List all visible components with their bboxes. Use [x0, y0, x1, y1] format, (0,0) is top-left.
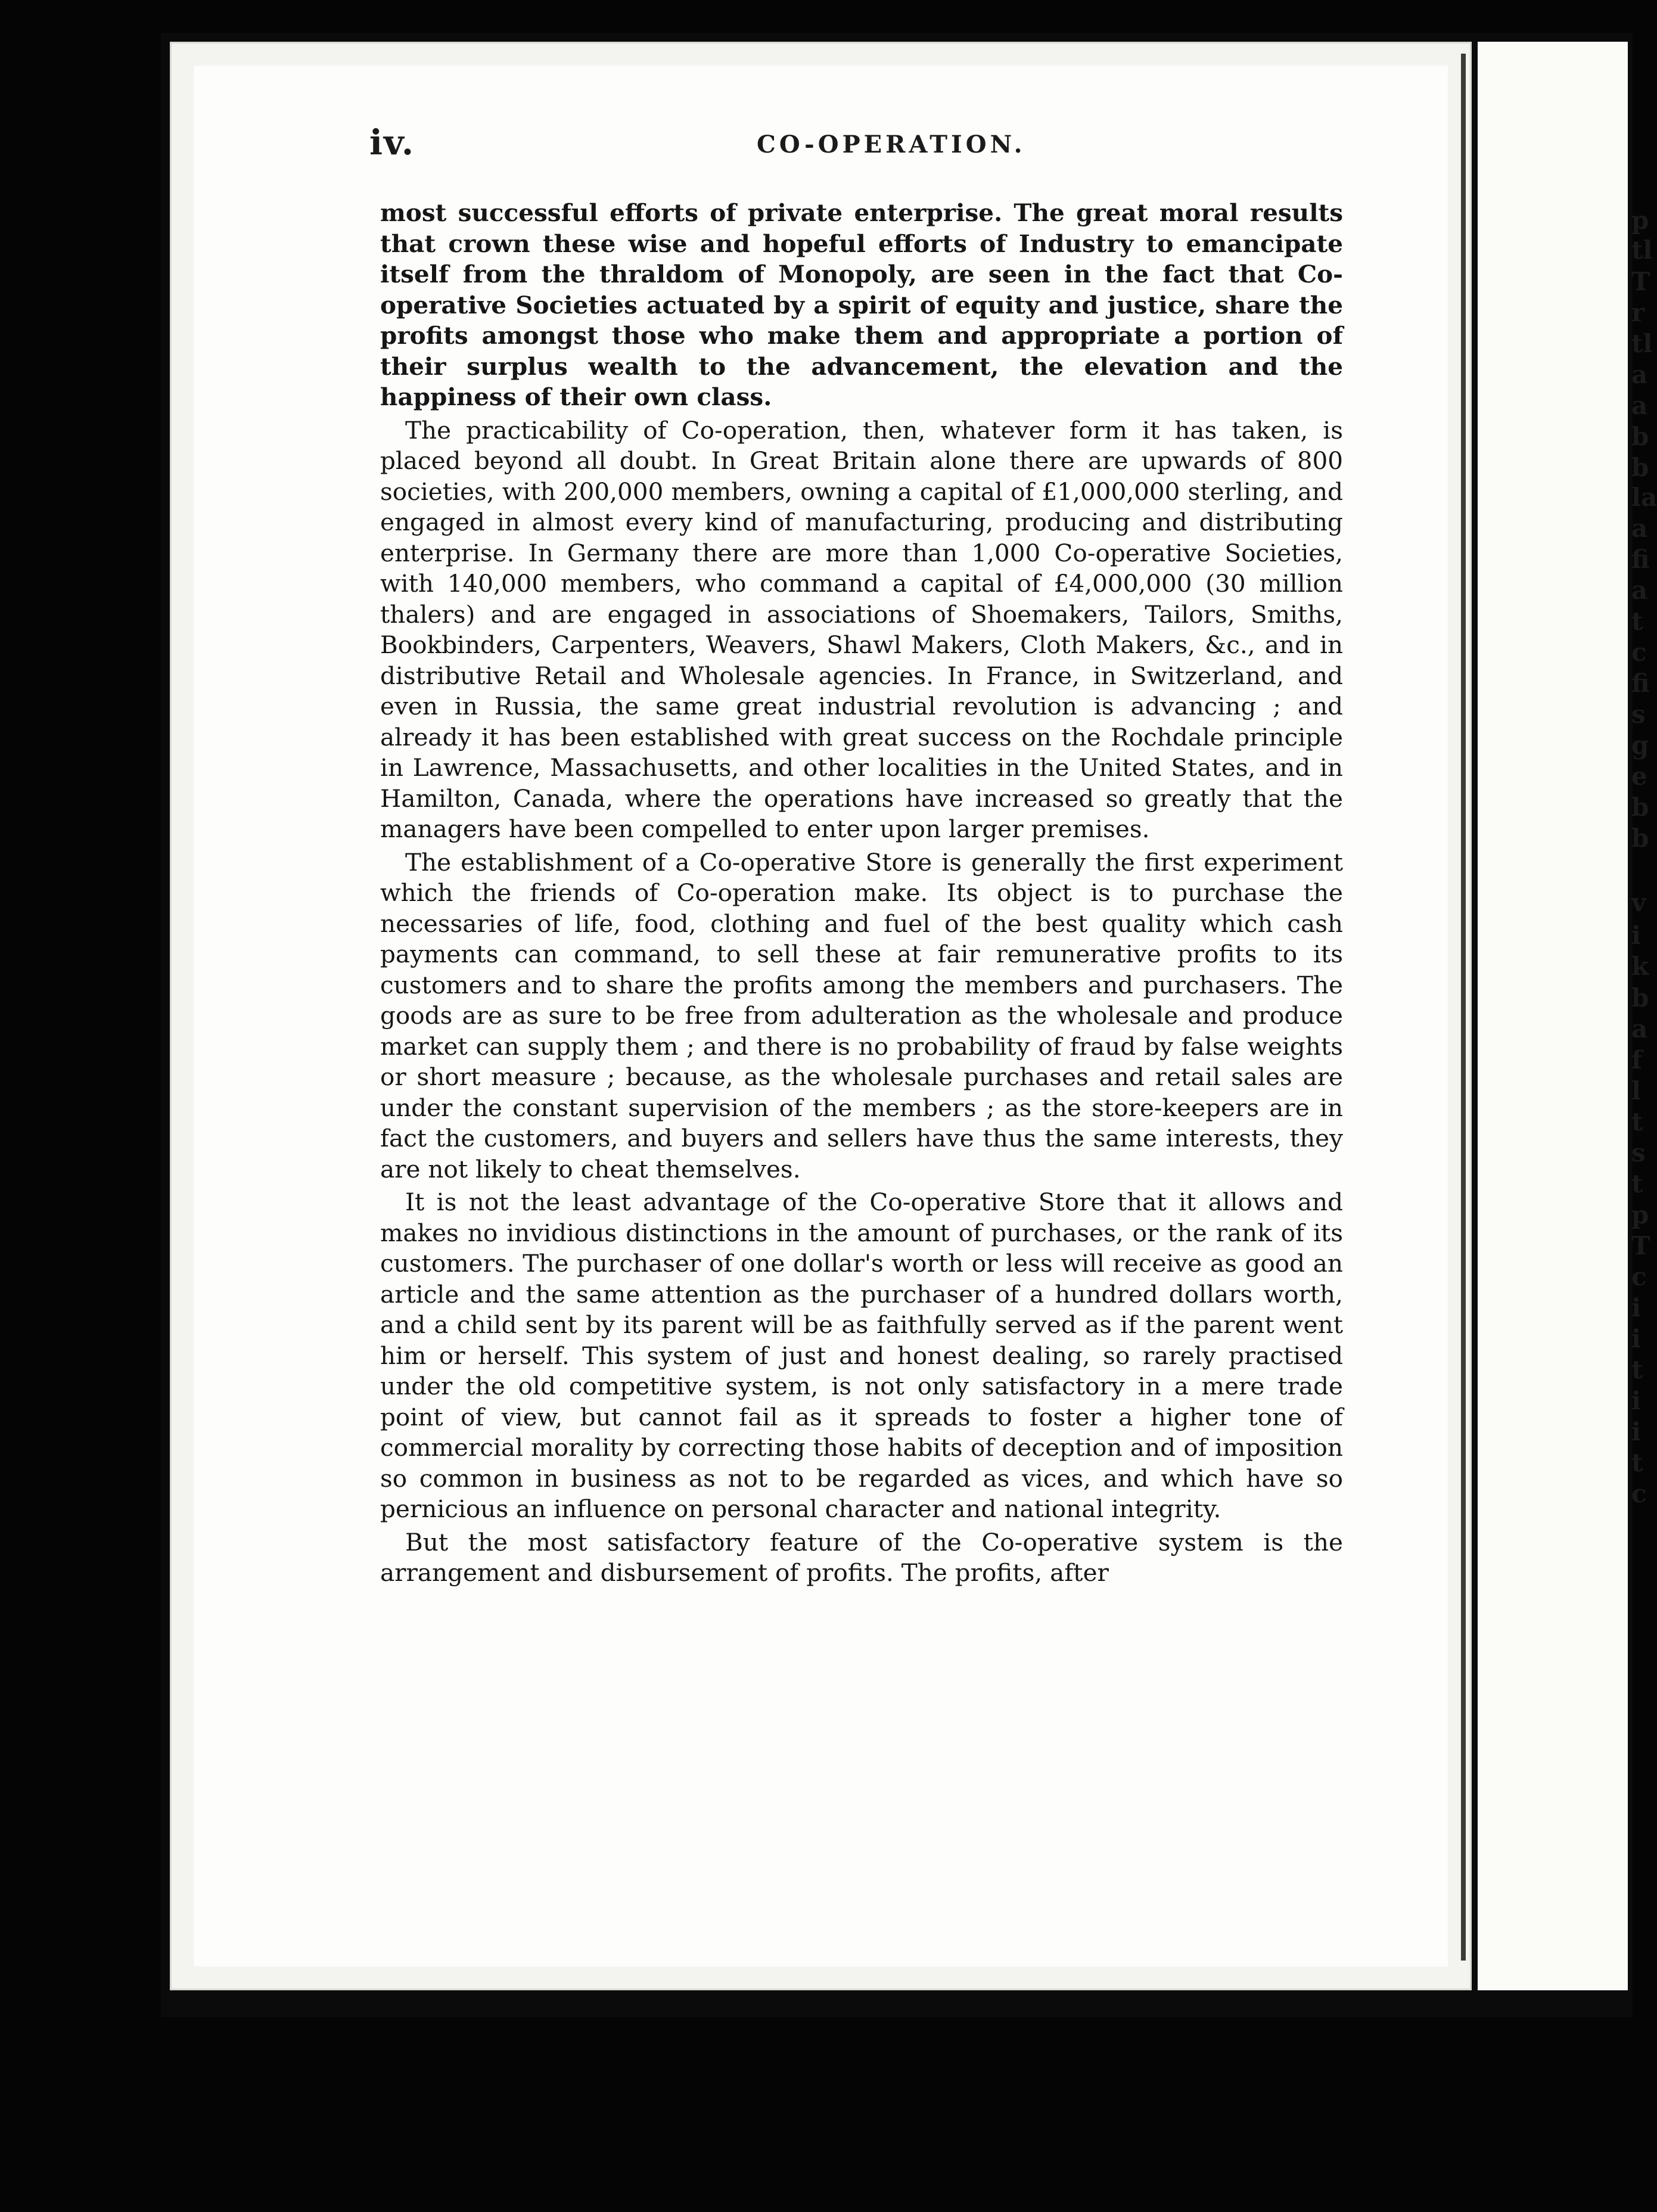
facing-page-fragment: b: [1631, 824, 1649, 853]
facing-page-fragment: t: [1631, 1107, 1643, 1136]
facing-page-fragment: T: [1631, 267, 1650, 296]
body-text: [380, 198, 1343, 1591]
facing-page-fragment: a: [1631, 1014, 1648, 1043]
facing-page-fragment: b: [1631, 453, 1649, 482]
facing-page-fragment: g: [1631, 731, 1649, 760]
facing-page-fragment: t: [1631, 1448, 1643, 1477]
facing-page-fragment: c: [1631, 1479, 1647, 1508]
running-head: [369, 122, 1347, 164]
facing-page-fragment: tl: [1631, 235, 1653, 265]
facing-page-fragment: c: [1631, 1262, 1647, 1291]
page-number: iv.: [369, 122, 415, 163]
facing-page-fragment: T: [1631, 1231, 1650, 1260]
facing-page-fragment: a: [1631, 576, 1648, 605]
facing-page-fragment: b: [1631, 983, 1649, 1012]
page-gutter: [1461, 54, 1466, 1961]
facing-page-fragment: t: [1631, 1355, 1643, 1384]
facing-page-fragment: k: [1631, 952, 1649, 981]
facing-page-fragment: v: [1631, 888, 1646, 917]
facing-page-fragment: f: [1631, 1045, 1643, 1074]
facing-page-fragment: i: [1631, 1324, 1641, 1353]
facing-page-fragment: a: [1631, 391, 1648, 420]
facing-page-fragment: s: [1631, 1138, 1646, 1167]
facing-page-fragment: l: [1631, 1076, 1641, 1105]
facing-page-fragment: i: [1631, 1386, 1641, 1415]
facing-page-fragment: t: [1631, 607, 1643, 636]
facing-page-fragment: la: [1631, 483, 1657, 512]
facing-page-fragment: i: [1631, 1417, 1641, 1446]
facing-page-fragment: fi: [1631, 669, 1650, 698]
paragraph: The establishment of a Co-operative Store is generally the first experiment which the friends of Co-operation make. Its object is to purchase the necessaries of life, food, clothing and fuel of the best quality which cash payments can command, to sell these at fair remunerative profits to its customers and to share the profits among the members and purchasers. The goods are as sure to be free from adulteration as the wholesale and produce market can supply them ; and there is no probability of fraud by false weights or short measure ; because, as the wholesale purchases and retail sales are under the constant supervision of the members ; as the store-keepers are in fact the customers, and buyers and sellers have thus the same interests, they are not likely to cheat themselves.: [380, 847, 1343, 1183]
paragraph: But the most satisfactory feature of the Co-operative system is the arrangement and disbursement of profits. The profits, after: [380, 1527, 1343, 1587]
paragraph: The practicability of Co-operation, then, whatever form it has taken, is placed beyond all doubt. In Great Britain alone there are upwards of 800 societies, with 200,000 members, owning a capital of £1,000,000 sterling, and engaged in almost every kind of manufacturing, producing and distributing enterprise. In Germany there are more than 1,000 Co-operative Societies, with 140,000 members, who command a capital of £4,000,000 (30 million thalers) and are engaged in associations of Shoemakers, Tailors, Smiths, Bookbinders, Carpenters, Weavers, Shawl Makers, Cloth Makers, &c., and in distributive Retail and Wholesale agencies. In France, in Switzerland, and even in Russia, the same great industrial revolution is advancing ; and already it has been established with great success on the Rochdale principle in Lawrence, Massachusetts, and other localities in the United States, and in Hamilton, Canada, where the operations have increased so greatly that the managers have been compelled to enter upon larger premises.: [380, 415, 1343, 843]
facing-page-fragment: s: [1631, 700, 1646, 729]
facing-page-fragment: i: [1631, 1293, 1641, 1322]
facing-page: [1478, 42, 1628, 1990]
paragraph: most successful efforts of private enterprise. The great moral results that crown these wise and hopeful efforts of Industry to emancipate itself from the thraldom of Monopoly, are seen in the fact that Co-operative Societies actuated by a spirit of equity and justice, share the profits amongst those who make them and appropriate a portion of their surplus wealth to the advancement, the elevation and the happiness of their own class.: [380, 198, 1343, 411]
facing-page-fragment: p: [1631, 206, 1649, 235]
facing-page-fragment: e: [1631, 762, 1647, 791]
running-title: CO-OPERATION.: [757, 131, 1026, 159]
facing-page-fragment: i: [1631, 921, 1641, 950]
facing-page-fragment: a: [1631, 360, 1648, 389]
facing-page-fragment: b: [1631, 793, 1649, 822]
facing-page-fragment: a: [1631, 514, 1648, 543]
facing-page-fragment: fi: [1631, 545, 1650, 574]
facing-page-fragment: b: [1631, 422, 1649, 451]
paragraph: It is not the least advantage of the Co-operative Store that it allows and makes no invidious distinctions in the amount of purchases, or the rank of its customers. The purchaser of one dollar's worth or less will receive as good an article and the same attention as the purchaser of a hundred dollars worth, and a child sent by its parent will be as faithfully served as if the parent went him or herself. This system of just and honest dealing, so rarely practised under the old competitive system, is not only satisfactory in a mere trade point of view, but cannot fail as it spreads to foster a higher tone of commercial morality by correcting those habits of deception and of imposition so common in business as not to be regarded as vices, and which have so pernicious an influence on personal character and national integrity.: [380, 1188, 1343, 1523]
facing-page-fragment: tl: [1631, 329, 1653, 358]
facing-page-fragment: c: [1631, 638, 1647, 667]
facing-page-fragment: p: [1631, 1200, 1649, 1229]
facing-page-fragment: t: [1631, 1169, 1643, 1198]
facing-page-fragment: r: [1631, 298, 1645, 327]
